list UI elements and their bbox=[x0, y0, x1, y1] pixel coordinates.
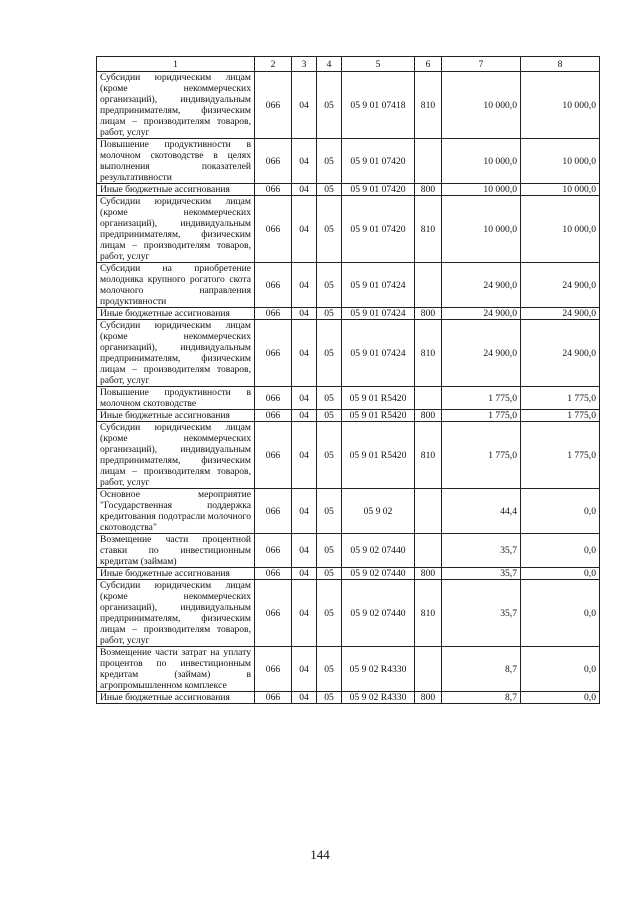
column-header: 1 bbox=[97, 57, 255, 72]
amount-cell: 24 900,0 bbox=[521, 308, 600, 320]
amount-cell: 24 900,0 bbox=[521, 263, 600, 308]
row-name-cell: Основное мероприятие "Государственная поддержка кредитования подотрасли молочного скотоводства" bbox=[97, 489, 255, 534]
amount-cell: 1 775,0 bbox=[442, 410, 521, 422]
ministry-code-cell: 066 bbox=[255, 387, 292, 410]
section-code-cell: 04 bbox=[292, 422, 317, 489]
target-article-cell: 05 9 02 07440 bbox=[342, 534, 415, 568]
row-name-cell: Субсидии юридическим лицам (кроме некоммерческих организаций), индивидуальным предпринимателям, физическим лицам – производителям товаров, работ, услуг bbox=[97, 422, 255, 489]
column-header: 2 bbox=[255, 57, 292, 72]
table-row bbox=[97, 263, 600, 308]
section-code-cell: 04 bbox=[292, 410, 317, 422]
subsection-code-cell: 05 bbox=[317, 308, 342, 320]
subsection-code-cell: 05 bbox=[317, 184, 342, 196]
header-row bbox=[97, 57, 600, 72]
target-article-cell: 05 9 01 07420 bbox=[342, 184, 415, 196]
budget-table bbox=[96, 56, 600, 704]
subsection-code-cell: 05 bbox=[317, 534, 342, 568]
amount-cell: 24 900,0 bbox=[442, 308, 521, 320]
table-row bbox=[97, 308, 600, 320]
amount-cell: 8,7 bbox=[442, 692, 521, 704]
subsection-code-cell: 05 bbox=[317, 320, 342, 387]
ministry-code-cell: 066 bbox=[255, 72, 292, 139]
table-row bbox=[97, 139, 600, 184]
column-header: 7 bbox=[442, 57, 521, 72]
subsection-code-cell: 05 bbox=[317, 72, 342, 139]
column-header: 3 bbox=[292, 57, 317, 72]
table-row bbox=[97, 489, 600, 534]
subsection-code-cell: 05 bbox=[317, 692, 342, 704]
target-article-cell: 05 9 01 R5420 bbox=[342, 387, 415, 410]
section-code-cell: 04 bbox=[292, 534, 317, 568]
expense-type-cell: 810 bbox=[415, 422, 442, 489]
row-name-cell: Повышение продуктивности в молочном скотоводстве в целях выполнения показателей результативности bbox=[97, 139, 255, 184]
amount-cell: 0,0 bbox=[521, 568, 600, 580]
row-name-cell: Субсидии на приобретение молодняка крупного рогатого скота молочного направления продуктивности bbox=[97, 263, 255, 308]
row-name-cell: Возмещение части затрат на уплату процентов по инвестиционным кредитам (займам) в агропромышленном комплексе bbox=[97, 647, 255, 692]
table-row bbox=[97, 580, 600, 647]
row-name-cell: Возмещение части процентной ставки по инвестиционным кредитам (займам) bbox=[97, 534, 255, 568]
row-name-cell: Иные бюджетные ассигнования bbox=[97, 410, 255, 422]
row-name-cell: Иные бюджетные ассигнования bbox=[97, 184, 255, 196]
table-row bbox=[97, 184, 600, 196]
amount-cell: 10 000,0 bbox=[521, 196, 600, 263]
expense-type-cell: 810 bbox=[415, 580, 442, 647]
amount-cell: 0,0 bbox=[521, 647, 600, 692]
amount-cell: 24 900,0 bbox=[521, 320, 600, 387]
subsection-code-cell: 05 bbox=[317, 196, 342, 263]
section-code-cell: 04 bbox=[292, 647, 317, 692]
table-row bbox=[97, 647, 600, 692]
subsection-code-cell: 05 bbox=[317, 489, 342, 534]
row-name-cell: Повышение продуктивности в молочном скотоводстве bbox=[97, 387, 255, 410]
target-article-cell: 05 9 01 07418 bbox=[342, 72, 415, 139]
amount-cell: 10 000,0 bbox=[442, 196, 521, 263]
column-header: 8 bbox=[521, 57, 600, 72]
amount-cell: 1 775,0 bbox=[521, 422, 600, 489]
target-article-cell: 05 9 01 R5420 bbox=[342, 410, 415, 422]
row-name-cell: Субсидии юридическим лицам (кроме некоммерческих организаций), индивидуальным предпринимателям, физическим лицам – производителям товаров, работ, услуг bbox=[97, 72, 255, 139]
amount-cell: 35,7 bbox=[442, 534, 521, 568]
target-article-cell: 05 9 02 R4330 bbox=[342, 692, 415, 704]
ministry-code-cell: 066 bbox=[255, 568, 292, 580]
expense-type-cell: 810 bbox=[415, 320, 442, 387]
expense-type-cell: 800 bbox=[415, 568, 442, 580]
table-row bbox=[97, 692, 600, 704]
section-code-cell: 04 bbox=[292, 692, 317, 704]
section-code-cell: 04 bbox=[292, 489, 317, 534]
amount-cell: 44,4 bbox=[442, 489, 521, 534]
section-code-cell: 04 bbox=[292, 568, 317, 580]
section-code-cell: 04 bbox=[292, 387, 317, 410]
amount-cell: 0,0 bbox=[521, 692, 600, 704]
expense-type-cell: 810 bbox=[415, 196, 442, 263]
table-row bbox=[97, 387, 600, 410]
expense-type-cell bbox=[415, 139, 442, 184]
table-row bbox=[97, 534, 600, 568]
amount-cell: 1 775,0 bbox=[442, 422, 521, 489]
section-code-cell: 04 bbox=[292, 263, 317, 308]
ministry-code-cell: 066 bbox=[255, 410, 292, 422]
section-code-cell: 04 bbox=[292, 320, 317, 387]
table-row bbox=[97, 410, 600, 422]
row-name-cell: Субсидии юридическим лицам (кроме некоммерческих организаций), индивидуальным предпринимателям, физическим лицам – производителям товаров, работ, услуг bbox=[97, 580, 255, 647]
amount-cell: 1 775,0 bbox=[521, 410, 600, 422]
table-row bbox=[97, 422, 600, 489]
expense-type-cell: 800 bbox=[415, 308, 442, 320]
amount-cell: 0,0 bbox=[521, 489, 600, 534]
amount-cell: 10 000,0 bbox=[442, 139, 521, 184]
row-name-cell: Субсидии юридическим лицам (кроме некоммерческих организаций), индивидуальным предпринимателям, физическим лицам – производителям товаров, работ, услуг bbox=[97, 196, 255, 263]
row-name-cell: Иные бюджетные ассигнования bbox=[97, 568, 255, 580]
expense-type-cell: 800 bbox=[415, 410, 442, 422]
subsection-code-cell: 05 bbox=[317, 647, 342, 692]
section-code-cell: 04 bbox=[292, 580, 317, 647]
amount-cell: 35,7 bbox=[442, 580, 521, 647]
row-name-cell: Иные бюджетные ассигнования bbox=[97, 692, 255, 704]
target-article-cell: 05 9 01 07420 bbox=[342, 139, 415, 184]
ministry-code-cell: 066 bbox=[255, 263, 292, 308]
amount-cell: 10 000,0 bbox=[442, 184, 521, 196]
expense-type-cell bbox=[415, 263, 442, 308]
ministry-code-cell: 066 bbox=[255, 320, 292, 387]
amount-cell: 1 775,0 bbox=[442, 387, 521, 410]
expense-type-cell: 800 bbox=[415, 184, 442, 196]
section-code-cell: 04 bbox=[292, 72, 317, 139]
target-article-cell: 05 9 01 07424 bbox=[342, 308, 415, 320]
row-name-cell: Иные бюджетные ассигнования bbox=[97, 308, 255, 320]
section-code-cell: 04 bbox=[292, 196, 317, 263]
target-article-cell: 05 9 01 07424 bbox=[342, 263, 415, 308]
table-row bbox=[97, 568, 600, 580]
amount-cell: 35,7 bbox=[442, 568, 521, 580]
amount-cell: 0,0 bbox=[521, 580, 600, 647]
amount-cell: 1 775,0 bbox=[521, 387, 600, 410]
subsection-code-cell: 05 bbox=[317, 387, 342, 410]
section-code-cell: 04 bbox=[292, 139, 317, 184]
page-number: 144 bbox=[310, 847, 330, 862]
target-article-cell: 05 9 02 R4330 bbox=[342, 647, 415, 692]
amount-cell: 10 000,0 bbox=[521, 72, 600, 139]
expense-type-cell bbox=[415, 534, 442, 568]
target-article-cell: 05 9 01 07424 bbox=[342, 320, 415, 387]
target-article-cell: 05 9 01 R5420 bbox=[342, 422, 415, 489]
subsection-code-cell: 05 bbox=[317, 580, 342, 647]
ministry-code-cell: 066 bbox=[255, 184, 292, 196]
subsection-code-cell: 05 bbox=[317, 410, 342, 422]
expense-type-cell bbox=[415, 387, 442, 410]
expense-type-cell bbox=[415, 647, 442, 692]
column-header: 5 bbox=[342, 57, 415, 72]
target-article-cell: 05 9 02 07440 bbox=[342, 568, 415, 580]
subsection-code-cell: 05 bbox=[317, 422, 342, 489]
ministry-code-cell: 066 bbox=[255, 489, 292, 534]
table-row bbox=[97, 72, 600, 139]
ministry-code-cell: 066 bbox=[255, 692, 292, 704]
target-article-cell: 05 9 02 07440 bbox=[342, 580, 415, 647]
ministry-code-cell: 066 bbox=[255, 534, 292, 568]
ministry-code-cell: 066 bbox=[255, 308, 292, 320]
amount-cell: 24 900,0 bbox=[442, 263, 521, 308]
table-row bbox=[97, 196, 600, 263]
target-article-cell: 05 9 02 bbox=[342, 489, 415, 534]
amount-cell: 24 900,0 bbox=[442, 320, 521, 387]
target-article-cell: 05 9 01 07420 bbox=[342, 196, 415, 263]
ministry-code-cell: 066 bbox=[255, 647, 292, 692]
table-row bbox=[97, 320, 600, 387]
section-code-cell: 04 bbox=[292, 308, 317, 320]
expense-type-cell: 810 bbox=[415, 72, 442, 139]
amount-cell: 10 000,0 bbox=[442, 72, 521, 139]
amount-cell: 8,7 bbox=[442, 647, 521, 692]
ministry-code-cell: 066 bbox=[255, 580, 292, 647]
column-header: 6 bbox=[415, 57, 442, 72]
subsection-code-cell: 05 bbox=[317, 568, 342, 580]
subsection-code-cell: 05 bbox=[317, 139, 342, 184]
expense-type-cell: 800 bbox=[415, 692, 442, 704]
amount-cell: 10 000,0 bbox=[521, 139, 600, 184]
amount-cell: 0,0 bbox=[521, 534, 600, 568]
ministry-code-cell: 066 bbox=[255, 139, 292, 184]
table-body bbox=[97, 72, 600, 704]
column-header: 4 bbox=[317, 57, 342, 72]
amount-cell: 10 000,0 bbox=[521, 184, 600, 196]
row-name-cell: Субсидии юридическим лицам (кроме некоммерческих организаций), индивидуальным предпринимателям, физическим лицам – производителям товаров, работ, услуг bbox=[97, 320, 255, 387]
ministry-code-cell: 066 bbox=[255, 196, 292, 263]
ministry-code-cell: 066 bbox=[255, 422, 292, 489]
subsection-code-cell: 05 bbox=[317, 263, 342, 308]
expense-type-cell bbox=[415, 489, 442, 534]
section-code-cell: 04 bbox=[292, 184, 317, 196]
